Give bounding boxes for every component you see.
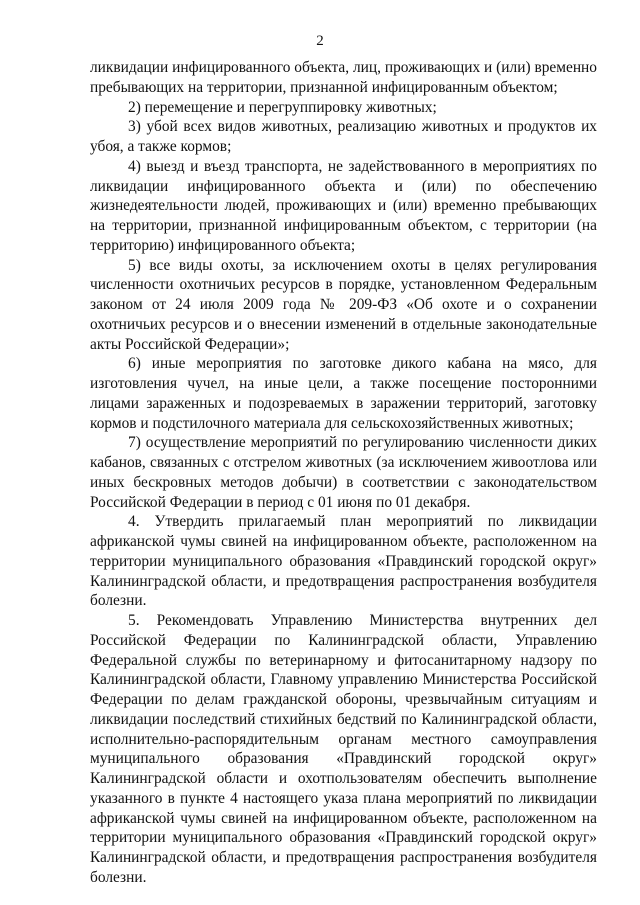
paragraph-7: 7) осуществление мероприятий по регулированию численности диких кабанов, связанных с отстрелом животных (за исключением живоотлова или иных бескровных методов добычи) в соответствии с законодательством Российской Федерации в период с 01 июня по 01 декабря. [90, 434, 597, 511]
paragraph-4: 4) выезд и въезд транспорта, не задействованного в мероприятиях по ликвидации инфицированного объекта и (или) по обеспечению жизнедеятельности людей, проживающих и (или) временно пребывающих на территории, признанной инфицированным объектом, с территории (на территорию) инфицированного объекта; [90, 157, 597, 254]
paragraph-8: 4. Утвердить прилагаемый план мероприятий по ликвидации африканской чумы свиней на инфицированном объекте, расположенном на территории муниципального образования «Правдинский городской округ» Калининградской области, и предотвращения распространения возбудителя болезни. [90, 513, 597, 610]
paragraph-3: 3) убой всех видов животных, реализацию животных и продуктов их убоя, а также кормов; [90, 118, 597, 155]
paragraph-9: 5. Рекомендовать Управлению Министерства внутренних дел Российской Федерации по Калининградской области, Управлению Федеральной службы по ветеринарному и фитосанитарному надзору по Калининградской области, Главному управлению Министерства Российской Федерации по делам гражданской обороны, чрезвычайным ситуациям и ликвидации последствий стихийных бедствий по Калининградской области, исполнительно-распорядительным органам местного самоуправления муниципального образования «Правдинский городской округ» Калининградской области и охотпользователям обеспечить выполнение указанного в пункте 4 настоящего указа плана мероприятий по ликвидации африканской чумы свиней на инфицированном объекте, расположенном на территории муниципального образования «Правдинский городской округ» Калининградской области, и предотвращения распространения возбудителя болезни. [90, 612, 597, 886]
document-body [90, 58, 597, 888]
page-number: 2 [316, 33, 324, 49]
paragraph-5: 5) все виды охоты, за исключением охоты в целях регулирования численности охотничьих ресурсов в порядке, установленном Федеральным законом от 24 июля 2009 года № 209-ФЗ «Об охоте и о сохранении охотничьих ресурсов и о внесении изменений в отдельные законодательные акты Российской Федерации»; [90, 256, 597, 353]
paragraph-6: 6) иные мероприятия по заготовке дикого кабана на мясо, для изготовления чучел, на иные цели, а также посещение посторонними лицами зараженных и подозреваемых в заражении территорий, заготовку кормов и подстилочного материала для сельскохозяйственных животных; [90, 355, 597, 432]
paragraph-2: 2) перемещение и перегруппировку животных; [128, 98, 437, 116]
paragraph-1: ликвидации инфицированного объекта, лиц, проживающих и (или) временно пребывающих на территории, признанной инфицированным объектом; [90, 59, 597, 96]
